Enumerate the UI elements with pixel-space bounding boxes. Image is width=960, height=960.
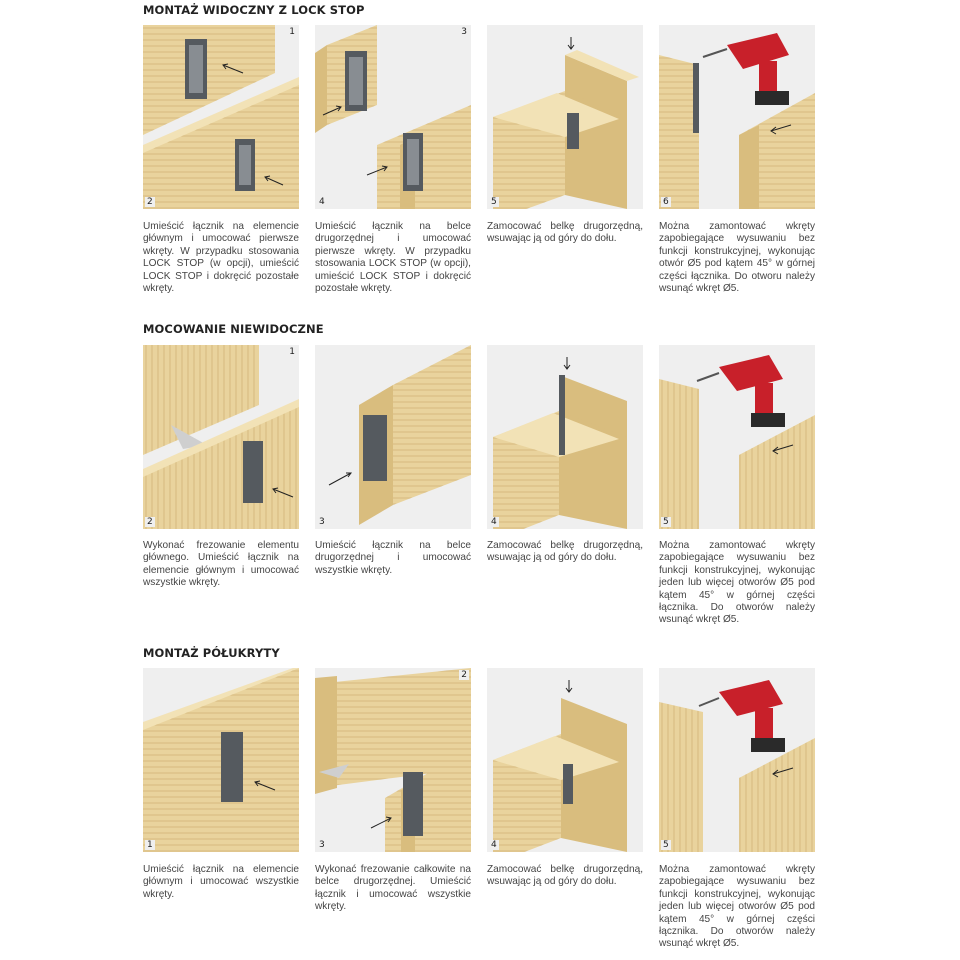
panel-number: 6 (663, 197, 669, 207)
arrow-icon (568, 37, 574, 49)
illustration-panel (659, 345, 815, 529)
connector-bracket-icon (221, 732, 243, 802)
illustration-panel (315, 345, 471, 529)
step-caption: Wykonać frezowanie elementu głównego. Umieścić łącznik na elemencie głównym i umocować wszystkie wkręty. (143, 540, 299, 589)
step-caption: Zamocować belkę drugorzędną, wsuwając ją od góry do dołu. (487, 540, 643, 564)
illustration-panel (143, 345, 299, 529)
section-title-lock-stop: MONTAŻ WIDOCZNY Z LOCK STOP (143, 3, 365, 17)
connector-bracket-icon (567, 113, 579, 149)
illustration-panel (143, 25, 299, 209)
panel-number: 2 (147, 517, 153, 527)
arrow-icon (566, 680, 572, 692)
step-caption: Wykonać frezowanie całkowite na belce drugorzędnej. Umieścić łącznik i umocować wszystkie wkręty. (315, 864, 471, 913)
panel-number: 3 (461, 27, 467, 37)
panel-number: 5 (663, 840, 669, 850)
step-caption: Można zamontować wkręty zapobiegające wysuwaniu bez funkcji konstrukcyjnej, wykonując jeden lub więcej otworów Ø5 pod kątem 45° w górnej części łącznika. Do otworów należy wsunąć wkręt Ø5. (659, 540, 815, 626)
illustration-panel (487, 345, 643, 529)
illustration-panel (659, 668, 815, 852)
connector-bracket-icon (403, 772, 423, 836)
arrow-icon (329, 473, 351, 485)
drill-icon (697, 355, 785, 427)
illustration-panel (315, 668, 471, 852)
section-title-semi-hidden: MONTAŻ PÓŁUKRYTY (143, 646, 280, 660)
panel-number: 1 (289, 347, 295, 357)
step-caption: Można zamontować wkręty zapobiegające wysuwaniu bez funkcji konstrukcyjnej, wykonując otwór Ø5 pod kątem 45° w górnej części łącznika. Do otworu należy wsunąć wkręt Ø5. (659, 221, 815, 295)
illustration-panel (143, 668, 299, 852)
step-caption: Umieścić łącznik na belce drugorzędnej i umocować pierwsze wkręty. W przypadku stosowania LOCK STOP (w opcji), umieścić LOCK STOP i dokręcić pozostałe wkręty. (315, 221, 471, 295)
illustration-panel (659, 25, 815, 209)
step-caption: Zamocować belkę drugorzędną, wsuwając ją od góry do dołu. (487, 864, 643, 888)
panel-number: 2 (147, 197, 153, 207)
panel-number: 2 (461, 670, 467, 680)
panel-number: 4 (491, 517, 497, 527)
connector-bracket-icon (363, 415, 387, 481)
illustration-panel (315, 25, 471, 209)
panel-number: 5 (491, 197, 497, 207)
illustration-panel (487, 25, 643, 209)
step-caption: Zamocować belkę drugorzędną, wsuwając ją od góry do dołu. (487, 221, 643, 245)
panel-number: 1 (147, 840, 153, 850)
arrow-icon (564, 357, 570, 369)
step-caption: Umieścić łącznik na elemencie głównym i umocować wszystkie wkręty. (143, 864, 299, 900)
drill-icon (699, 680, 785, 752)
panel-number: 1 (289, 27, 295, 37)
connector-bracket-icon (693, 63, 699, 133)
illustration-panel (487, 668, 643, 852)
panel-number: 5 (663, 517, 669, 527)
step-caption: Umieścić łącznik na elemencie głównym i umocować pierwsze wkręty. W przypadku stosowania LOCK STOP (w opcji), umieścić LOCK STOP i dokręcić pozostałe wkręty. (143, 221, 299, 295)
connector-bracket-icon (563, 764, 573, 804)
panel-number: 3 (319, 517, 325, 527)
section-title-hidden-mount: MOCOWANIE NIEWIDOCZNE (143, 322, 324, 336)
step-caption: Można zamontować wkręty zapobiegające wysuwaniu bez funkcji konstrukcyjnej, wykonując jeden lub więcej otworów Ø5 pod kątem 45° w górnej części łącznika. Do otworów należy wsunąć wkręt Ø5. (659, 864, 815, 950)
panel-number: 3 (319, 840, 325, 850)
connector-bracket-icon (559, 375, 565, 455)
connector-bracket-icon (243, 441, 263, 503)
panel-number: 4 (319, 197, 325, 207)
step-caption: Umieścić łącznik na belce drugorzędnej i umocować wszystkie wkręty. (315, 540, 471, 576)
drill-icon (703, 33, 789, 105)
panel-number: 4 (491, 840, 497, 850)
